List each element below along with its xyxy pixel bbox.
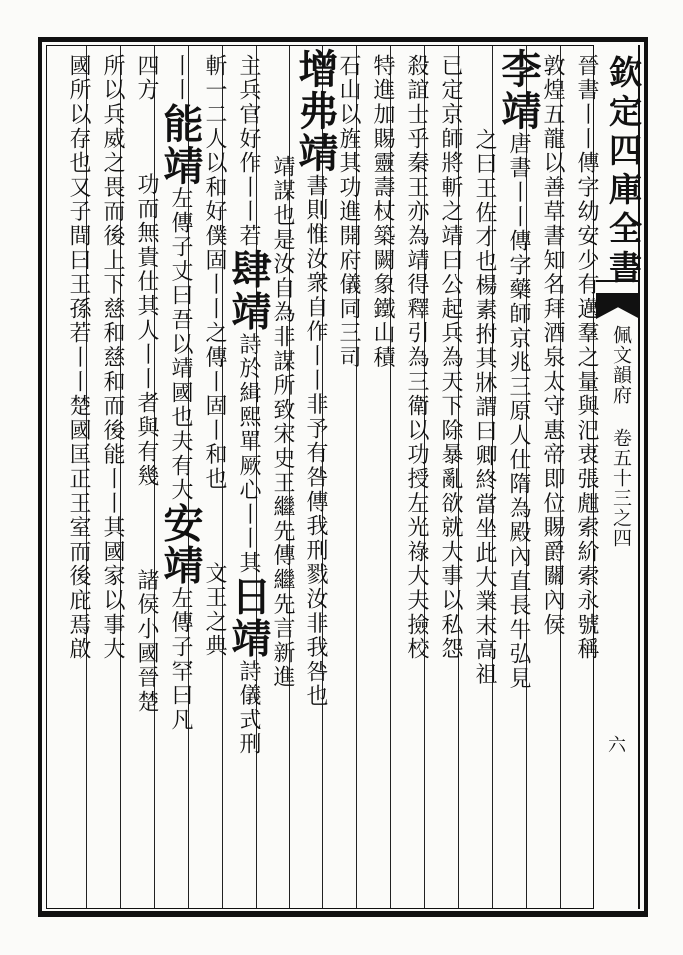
entry-headword: 安靖 bbox=[157, 502, 204, 587]
text-column: 靖謀也是汝自為非謀所致宋史王繼先傳繼先言新進 bbox=[270, 155, 295, 690]
text-column: 之曰王佐才也楊素拊其牀謂曰卿終當坐此大業末高祖 bbox=[472, 128, 497, 687]
entry-headword: 增弗靖 bbox=[292, 48, 339, 174]
text-column: 特進加賜靈壽杖築闕象鐵山積 bbox=[370, 54, 395, 370]
text-column: 殺誼士乎秦王亦為靖得釋引為三衛以功授左光祿大夫撿校 bbox=[404, 54, 429, 662]
text-column: 斬一二人以和好僕固丨丨之傳丨固丨和也文王之典 bbox=[202, 54, 227, 659]
text-column: 李靖唐書丨丨傳字藥師京兆三原人仕隋為殿內直長牛弘見 bbox=[495, 48, 542, 691]
text-column: 主兵官好作丨丨若肆靖詩於緝熙單厥心丨丨其日靖詩儀式刑 bbox=[225, 54, 272, 757]
folio-number: 六 bbox=[605, 735, 626, 753]
text-column: 國所以存也又子間曰王孫若丨丨楚國匡正王室而後庇焉啟 bbox=[66, 54, 91, 662]
text-column: 已定京師將斬之靖曰公起兵為天下除暴亂欲就大事以私怨 bbox=[438, 54, 463, 662]
entry-headword: 日靖 bbox=[225, 575, 272, 660]
entry-headword: 肆靖 bbox=[225, 248, 272, 333]
text-column: 所以兵威之畏而後上下慈和慈和而後能丨丨其國家以事大 bbox=[100, 54, 125, 662]
entry-headword: 能靖 bbox=[157, 102, 204, 187]
text-column: 四方功而無貴仕其人丨丨者與有幾諸侯小國晉楚 bbox=[134, 54, 159, 715]
book-title: 欽定四庫全書 bbox=[604, 55, 643, 289]
text-column: 增弗靖書則惟汝衆自作丨丨非予有咎傳我刑戮汝非我咎也 bbox=[292, 48, 339, 709]
volume-label: 佩文韻府 卷五十三之四 bbox=[610, 325, 632, 548]
text-column: 石山以旌其功進開府儀同三司 bbox=[336, 54, 361, 370]
text-column: 敦煌五龍以善草書知名拜酒泉太守惠帝即位賜爵關內侯 bbox=[540, 54, 565, 638]
entry-headword: 李靖 bbox=[495, 48, 542, 132]
text-column: 晉書丨丨傳字幼安少有邁羣之量與汜衷張甝索紒索永號稱 bbox=[574, 54, 599, 662]
text-column: 丨丨能靖左傳子丈曰吾以靖國也夫有大安靖左傳子罕曰凡 bbox=[157, 54, 204, 733]
